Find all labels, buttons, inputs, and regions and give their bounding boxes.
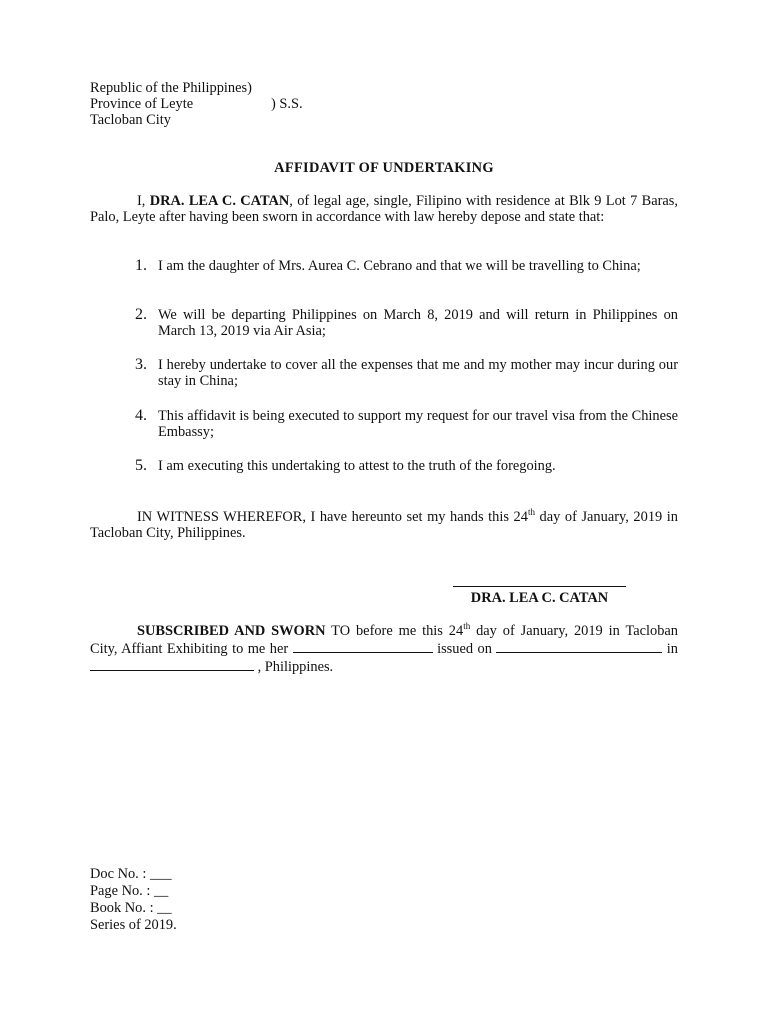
list-item-text: I am the daughter of Mrs. Aurea C. Cebrano and that we will be travelling to China; (158, 258, 641, 274)
list-item (135, 408, 678, 440)
intro-prefix: I, (137, 193, 150, 209)
jurat-ordinal-suffix: th (463, 621, 471, 632)
issue-place-blank[interactable] (90, 657, 254, 671)
jurat-text (90, 623, 678, 675)
venue-block (90, 80, 678, 128)
list-item-number: 4. (135, 407, 147, 424)
intro-paragraph (90, 193, 678, 225)
venue-province (90, 96, 678, 112)
signature-line (453, 586, 626, 587)
list-item-text: I hereby undertake to cover all the expenses that me and my mother may incur during our stay in China; (158, 357, 678, 389)
series-year: Series of 2019. (90, 917, 177, 933)
list-item (135, 258, 678, 274)
jurat-heading: SUBSCRIBED AND SWORN (137, 623, 326, 639)
witness-text-end: day of January, 2019 in Tacloban City, Philippines. (90, 509, 678, 541)
doc-number: Doc No. : ___ (90, 866, 172, 882)
jurat-text-5: , Philippines. (254, 659, 334, 675)
list-item (135, 307, 678, 339)
venue-province-label: Province of Leyte (90, 96, 194, 112)
page-number: Page No. : __ (90, 883, 169, 899)
venue-city: Tacloban City (90, 112, 171, 128)
jurat-text-4: in (662, 641, 678, 657)
book-number: Book No. : __ (90, 900, 172, 916)
jurat-text-3: issued on (432, 641, 497, 657)
affiant-name: DRA. LEA C. CATAN (149, 193, 290, 209)
list-item-text: We will be departing Philippines on March 8, 2019 and will return in Philippines on March 13, 2019 via Air Asia; (158, 307, 678, 339)
list-item-text: This affidavit is being executed to support my request for our travel visa from the Chinese Embassy; (158, 408, 678, 440)
witness-text-start: IN WITNESS WHEREFOR, I have hereunto set my hands this 24 (137, 509, 528, 525)
list-item-number: 1. (135, 257, 147, 274)
issue-date-blank[interactable] (496, 639, 662, 653)
list-item-number: 5. (135, 457, 147, 474)
list-item-text: I am executing this undertaking to attest to the truth of the foregoing. (158, 458, 556, 474)
id-type-blank[interactable] (293, 639, 433, 653)
intro-text: , of legal age, single, Filipino with residence at Blk 9 Lot 7 Baras, Palo, Leyte after having been sworn in accordance with law hereby depose and state that: (90, 193, 678, 225)
list-item (135, 458, 678, 474)
signatory-name: DRA. LEA C. CATAN (470, 590, 609, 606)
notarial-docket (90, 866, 678, 934)
venue-ss-mark: ) S.S. (271, 96, 303, 112)
list-item (135, 357, 678, 389)
document-title: AFFIDAVIT OF UNDERTAKING (274, 160, 494, 176)
jurat-text-1: TO before me this 24 (325, 623, 464, 639)
witness-paragraph (90, 509, 678, 541)
jurat-paragraph (90, 623, 678, 675)
list-item-number: 2. (135, 306, 147, 323)
witness-ordinal-suffix: th (527, 507, 535, 518)
jurat-text-2: day of January, 2019 in Tacloban City, Affiant Exhibiting to me her (90, 623, 678, 657)
venue-country: Republic of the Philippines) (90, 80, 252, 96)
list-item-number: 3. (135, 356, 147, 373)
